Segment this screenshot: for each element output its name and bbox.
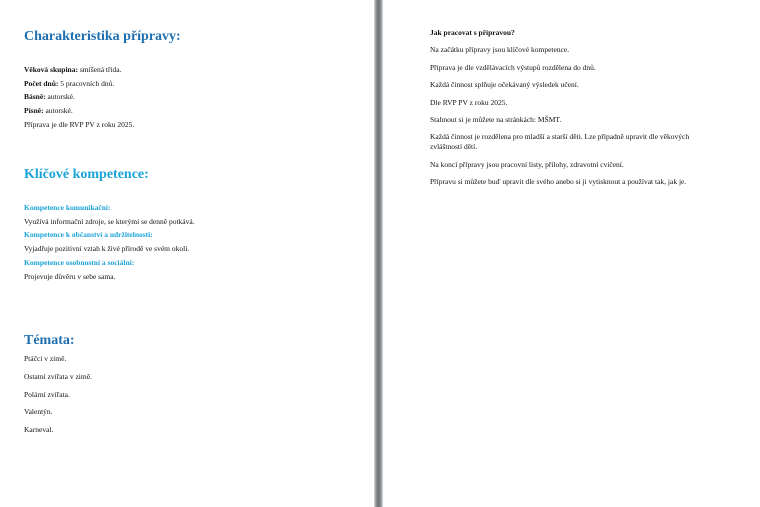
rvp-line: Příprava je dle RVP PV z roku 2025. — [24, 120, 135, 129]
left-page — [0, 0, 374, 507]
characteristic-days — [24, 79, 114, 89]
topic-item: Polární zvířata. — [24, 390, 70, 399]
howto-paragraph: Přípravu si můžete buď upravit dle svého anebo si ji vytisknout a používat tak, jak je. — [430, 177, 687, 186]
competence-text: Vyjadřuje pozitivní vztah k živé přírodě ve svém okolí. — [24, 244, 190, 253]
topic-item: Karneval. — [24, 425, 54, 434]
topic-item: Ostatní zvířata v zimě. — [24, 372, 92, 381]
howto-paragraph: Každá činnost je rozdělena pro mladší a starší děti. Lze případně upravit dle věkových zvláštností dětí. — [430, 132, 690, 151]
page-gutter — [374, 0, 383, 507]
topic-item: Ptáčci v zimě. — [24, 354, 67, 363]
characteristic-value: autorské. — [43, 106, 73, 115]
characteristic-label: Básně: — [24, 92, 46, 101]
characteristic-label: Počet dnů: — [24, 79, 59, 88]
characteristic-songs — [24, 106, 73, 116]
characteristic-label: Věková skupina: — [24, 65, 78, 74]
competence-title: Kompetence komunikační: — [24, 203, 111, 212]
characteristic-value: autorské. — [45, 92, 75, 101]
competences-heading: Klíčové kompetence: — [24, 167, 149, 182]
howto-paragraph: Na začátku přípravy jsou klíčové kompetence. — [430, 45, 570, 54]
howto-paragraph: Stahnout si je můžete na stránkách: MŠMT. — [430, 115, 562, 124]
right-page — [383, 0, 760, 507]
competence-title: Kompetence k občanství a udržitelnosti: — [24, 230, 153, 239]
characteristic-age-group — [24, 65, 122, 75]
competence-title: Kompetence osobnostní a sociální: — [24, 258, 135, 267]
howto-paragraph: Každá činnost splňuje očekávaný výsledek učení. — [430, 80, 579, 89]
competence-text: Projevuje důvěru v sebe sama. — [24, 272, 116, 281]
competence-text: Využívá informační zdroje, se kterými se denně potkává. — [24, 217, 195, 226]
characteristic-label: Písně: — [24, 106, 44, 115]
topics-heading: Témata: — [24, 333, 75, 348]
howto-paragraph: Příprava je dle vzdělávacích výstupů rozdělena do dnů. — [430, 63, 596, 72]
characteristic-poems — [24, 92, 75, 102]
howto-heading: Jak pracovat s přípravou? — [430, 28, 515, 37]
howto-paragraph: Na konci přípravy jsou pracovní listy, přílohy, zdravotní cvičení. — [430, 160, 624, 169]
howto-paragraph: Dle RVP PV z roku 2025. — [430, 98, 508, 107]
characteristic-value: 5 pracovních dnů. — [58, 79, 115, 88]
topic-item: Valentýn. — [24, 407, 53, 416]
characteristics-heading: Charakteristika přípravy: — [24, 29, 181, 44]
characteristic-value: smíšená třída. — [77, 65, 122, 74]
